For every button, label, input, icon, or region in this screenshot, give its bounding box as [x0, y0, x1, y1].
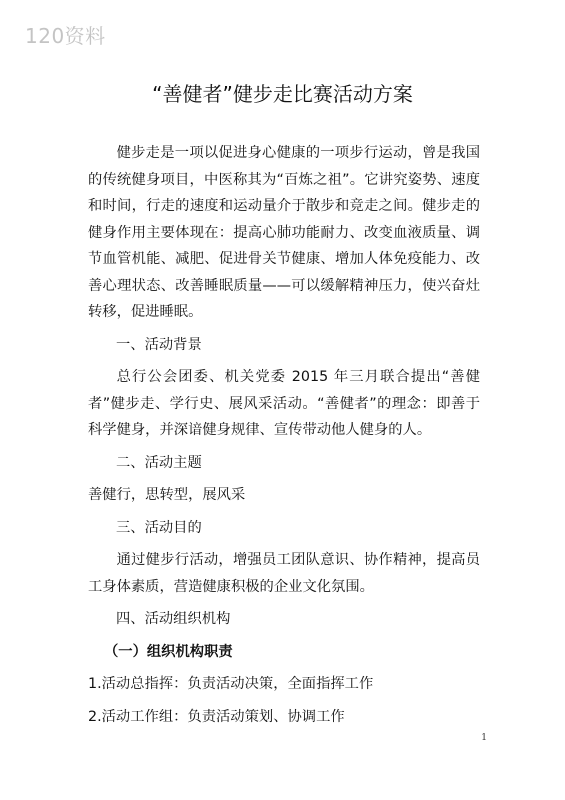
org-item-1: 1.活动总指挥：负责活动决策，全面指挥工作 — [88, 676, 374, 692]
section-heading-organization: 四、活动组织机构 — [116, 611, 231, 627]
section-heading-background: 一、活动背景 — [116, 336, 202, 353]
intro-paragraph: 健步走是一项以促进身心健康的一项步行运动，曾是我国的传统健身项目，中医称其为“百炼之祖”。它讲究姿势、速度和时间，行走的速度和运动量介于散步和竞走之间。健步走的健身作用主要体现在：提高心肺功能耐力、改变血液质量、调节血管机能、减肥、促进骨关节健康、增加人体免疫能力、改善心理状态、改善睡眠质量——可以缓解精神压力，使兴奋灶转移，促进睡眠。 — [88, 145, 480, 320]
background-paragraph: 总行公会团委、机关党委 2015 年三月联合提出“善健者”健步走、学行史、展风采活动。“善健者”的理念：即善于科学健身，并深谙健身规律、宣传带动他人健身的人。 — [88, 369, 480, 438]
watermark: 120资料 — [25, 24, 106, 48]
document-body — [88, 140, 480, 730]
theme-paragraph: 善健行，思转型，展风采 — [88, 487, 246, 503]
section-heading-theme: 二、活动主题 — [116, 454, 202, 471]
subsection-heading-org-duties: （一）组织机构职责 — [104, 643, 233, 660]
page-number: 1 — [481, 733, 487, 743]
document-title: “善健者”健步走比赛活动方案 — [152, 82, 413, 106]
purpose-paragraph: 通过健步行活动，增强员工团队意识、协作精神，提高员工身体素质，营造健康积极的企业文化氛围。 — [88, 552, 480, 595]
section-heading-purpose: 三、活动目的 — [116, 519, 202, 536]
org-item-2: 2.活动工作组：负责活动策划、协调工作 — [88, 708, 345, 725]
